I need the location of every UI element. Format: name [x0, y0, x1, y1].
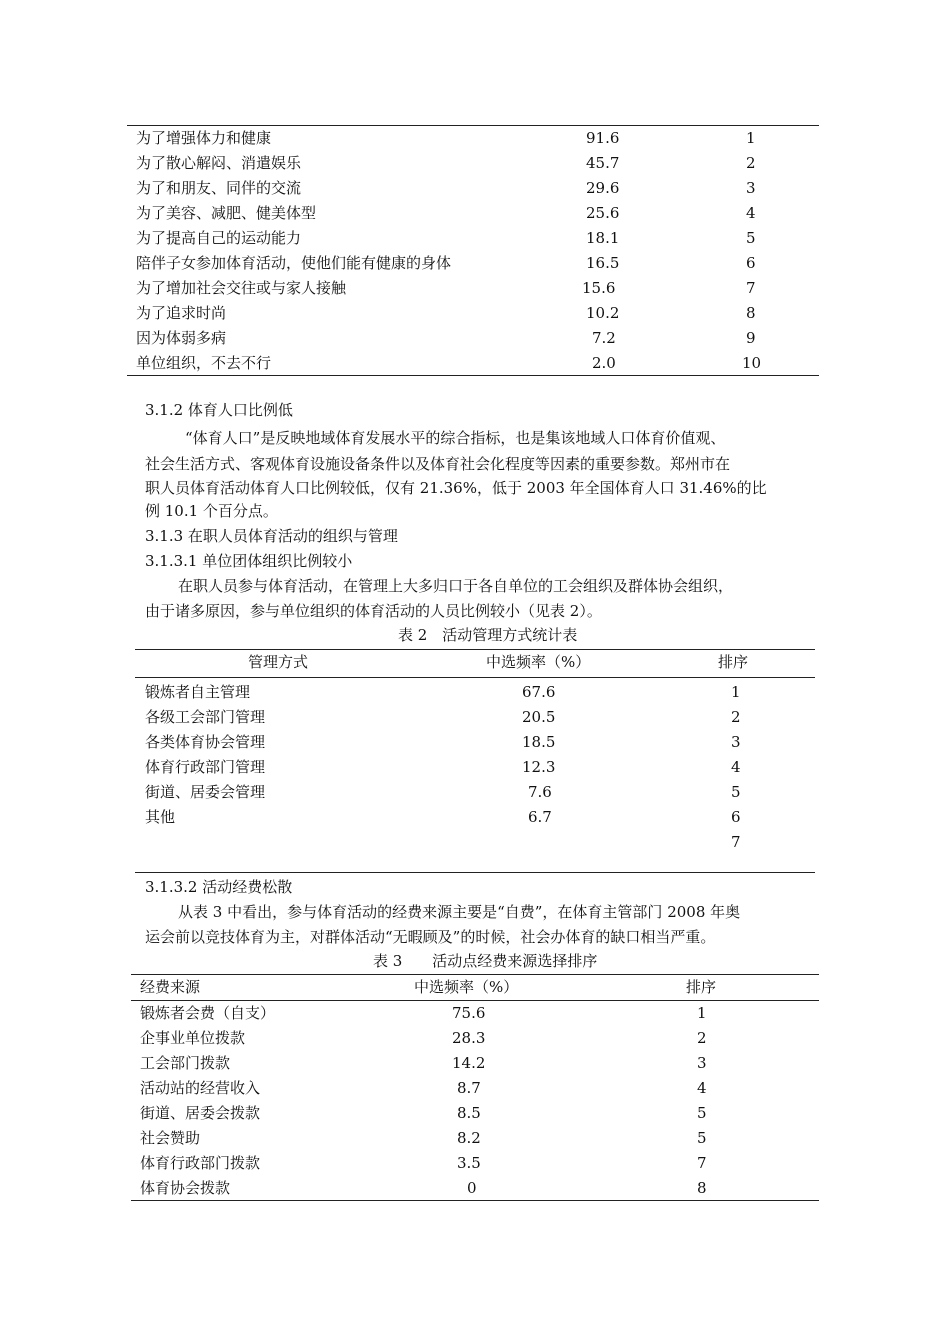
rate-cell: 20.5	[522, 708, 556, 726]
name-cell: 各级工会部门管理	[145, 708, 266, 726]
rank-cell: 2	[731, 708, 741, 726]
table-row	[0, 226, 950, 250]
rate-cell: 16.5	[586, 254, 620, 272]
table-header-row	[0, 650, 950, 674]
section-heading-3-1-2: 3.1.2 体育人口比例低	[145, 401, 293, 419]
rank-cell: 9	[746, 329, 756, 347]
reason-cell: 为了提高自己的运动能力	[136, 229, 302, 247]
rate-cell: 7.2	[592, 329, 616, 347]
name-cell: 锻炼者会费（自支）	[140, 1004, 276, 1022]
rank-cell: 5	[697, 1129, 707, 1147]
reason-cell: 为了和朋友、同伴的交流	[136, 179, 302, 197]
rank-cell: 7	[746, 279, 756, 297]
table-row	[0, 351, 950, 375]
name-cell: 体育协会拨款	[140, 1179, 231, 1197]
rank-cell: 5	[731, 783, 741, 801]
table-header-row	[0, 975, 950, 999]
paragraph-line: 运会前以竞技体育为主，对群体活动“无暇顾及”的时候，社会办体育的缺口相当严重。	[145, 928, 716, 946]
rate-cell: 2.0	[592, 354, 616, 372]
paragraph-line: 从表 3 中看出，参与体育活动的经费来源主要是“自费”，在体育主管部门 2008 年奥	[178, 903, 741, 921]
rate-cell: 8.5	[457, 1104, 481, 1122]
rate-cell: 7.6	[528, 783, 552, 801]
rank-cell: 7	[697, 1154, 707, 1172]
rate-cell: 8.7	[457, 1079, 481, 1097]
rate-cell: 28.3	[452, 1029, 486, 1047]
rate-cell: 45.7	[586, 154, 620, 172]
table3-bottom-rule	[131, 1200, 819, 1201]
paragraph-line: 在职人员参与体育活动，在管理上大多归口于各自单位的工会组织及群体协会组织，	[178, 577, 734, 595]
paragraph-line: 例 10.1 个百分点。	[145, 502, 278, 520]
table-row	[0, 830, 950, 854]
rate-cell: 15.6	[582, 279, 616, 297]
name-cell: 街道、居委会拨款	[140, 1104, 261, 1122]
column-header: 管理方式	[248, 653, 309, 671]
table-row	[0, 126, 950, 150]
name-cell: 各类体育协会管理	[145, 733, 266, 751]
table1-bottom-rule	[127, 375, 819, 376]
rank-cell: 3	[746, 179, 756, 197]
section-heading-3-1-3-2: 3.1.3.2 活动经费松散	[145, 878, 293, 896]
table-row	[0, 326, 950, 350]
table-row	[0, 730, 950, 754]
rate-cell: 67.6	[522, 683, 556, 701]
table2-header-rule	[135, 677, 815, 678]
reason-cell: 为了增强体力和健康	[136, 129, 272, 147]
rank-cell: 1	[746, 129, 756, 147]
paragraph-line: 职人员体育活动体育人口比例较低，仅有 21.36%，低于 2003 年全国体育人口 31.46%的比	[145, 479, 767, 497]
table-row	[0, 201, 950, 225]
name-cell: 体育行政部门拨款	[140, 1154, 261, 1172]
table-row	[0, 780, 950, 804]
name-cell: 其他	[145, 808, 176, 826]
rank-cell: 4	[697, 1079, 707, 1097]
reason-cell: 陪伴子女参加体育活动，使他们能有健康的身体	[136, 254, 452, 272]
rate-cell: 0	[467, 1179, 477, 1197]
rate-cell: 14.2	[452, 1054, 486, 1072]
rank-cell: 6	[731, 808, 741, 826]
table-row	[0, 1101, 950, 1125]
column-header: 中选频率（%）	[486, 653, 591, 671]
name-cell: 街道、居委会管理	[145, 783, 266, 801]
table-row	[0, 705, 950, 729]
rate-cell: 29.6	[586, 179, 620, 197]
table-row	[0, 1126, 950, 1150]
paragraph-line: 由于诸多原因，参与单位组织的体育活动的人员比例较小（见表 2）。	[145, 602, 602, 620]
name-cell: 活动站的经营收入	[140, 1079, 261, 1097]
table-row	[0, 301, 950, 325]
table2-bottom-rule	[135, 872, 815, 873]
table-row	[0, 805, 950, 829]
rate-cell: 8.2	[457, 1129, 481, 1147]
table-row	[0, 276, 950, 300]
rate-cell: 18.5	[522, 733, 556, 751]
rate-cell: 6.7	[528, 808, 552, 826]
name-cell: 社会赞助	[140, 1129, 201, 1147]
column-header: 经费来源	[140, 978, 201, 996]
table-row	[0, 1076, 950, 1100]
rank-cell: 5	[697, 1104, 707, 1122]
name-cell: 企事业单位拨款	[140, 1029, 246, 1047]
table-row	[0, 251, 950, 275]
reason-cell: 为了散心解闷、消遣娱乐	[136, 154, 302, 172]
rate-cell: 12.3	[522, 758, 556, 776]
reason-cell: 因为体弱多病	[136, 329, 227, 347]
rate-cell: 18.1	[586, 229, 620, 247]
rank-cell: 7	[731, 833, 741, 851]
table-row	[0, 680, 950, 704]
rank-cell: 2	[746, 154, 756, 172]
table-row	[0, 176, 950, 200]
paragraph-line: 社会生活方式、客观体育设施设备条件以及体育社会化程度等因素的重要参数。郑州市在	[145, 455, 731, 473]
rank-cell: 4	[746, 204, 756, 222]
table-row	[0, 151, 950, 175]
table3-caption: 表 3 活动点经费来源选择排序	[373, 952, 598, 970]
name-cell: 锻炼者自主管理	[145, 683, 251, 701]
reason-cell: 为了美容、减肥、健美体型	[136, 204, 317, 222]
table-row	[0, 1001, 950, 1025]
paragraph-line: “体育人口”是反映地域体育发展水平的综合指标，也是集该地域人口体育价值观、	[185, 429, 726, 447]
column-header: 排序	[718, 653, 749, 671]
table-row	[0, 1151, 950, 1175]
reason-cell: 为了增加社会交往或与家人接触	[136, 279, 347, 297]
reason-cell: 为了追求时尚	[136, 304, 227, 322]
table2-caption: 表 2 活动管理方式统计表	[398, 626, 578, 644]
rate-cell: 91.6	[586, 129, 620, 147]
name-cell: 体育行政部门管理	[145, 758, 266, 776]
rank-cell: 10	[742, 354, 762, 372]
rate-cell: 25.6	[586, 204, 620, 222]
section-heading-3-1-3-1: 3.1.3.1 单位团体组织比例较小	[145, 552, 353, 570]
rank-cell: 5	[746, 229, 756, 247]
rank-cell: 1	[697, 1004, 707, 1022]
rate-cell: 3.5	[457, 1154, 481, 1172]
rank-cell: 8	[746, 304, 756, 322]
rank-cell: 4	[731, 758, 741, 776]
rank-cell: 3	[731, 733, 741, 751]
name-cell: 工会部门拨款	[140, 1054, 231, 1072]
section-heading-3-1-3: 3.1.3 在职人员体育活动的组织与管理	[145, 527, 398, 545]
column-header: 排序	[686, 978, 717, 996]
reason-cell: 单位组织，不去不行	[136, 354, 272, 372]
rate-cell: 75.6	[452, 1004, 486, 1022]
table-row	[0, 1051, 950, 1075]
rank-cell: 6	[746, 254, 756, 272]
column-header: 中选频率（%）	[414, 978, 519, 996]
rate-cell: 10.2	[586, 304, 620, 322]
rank-cell: 1	[731, 683, 741, 701]
rank-cell: 3	[697, 1054, 707, 1072]
table-row	[0, 755, 950, 779]
rank-cell: 8	[697, 1179, 707, 1197]
table-row	[0, 1026, 950, 1050]
table-row	[0, 1176, 950, 1200]
rank-cell: 2	[697, 1029, 707, 1047]
